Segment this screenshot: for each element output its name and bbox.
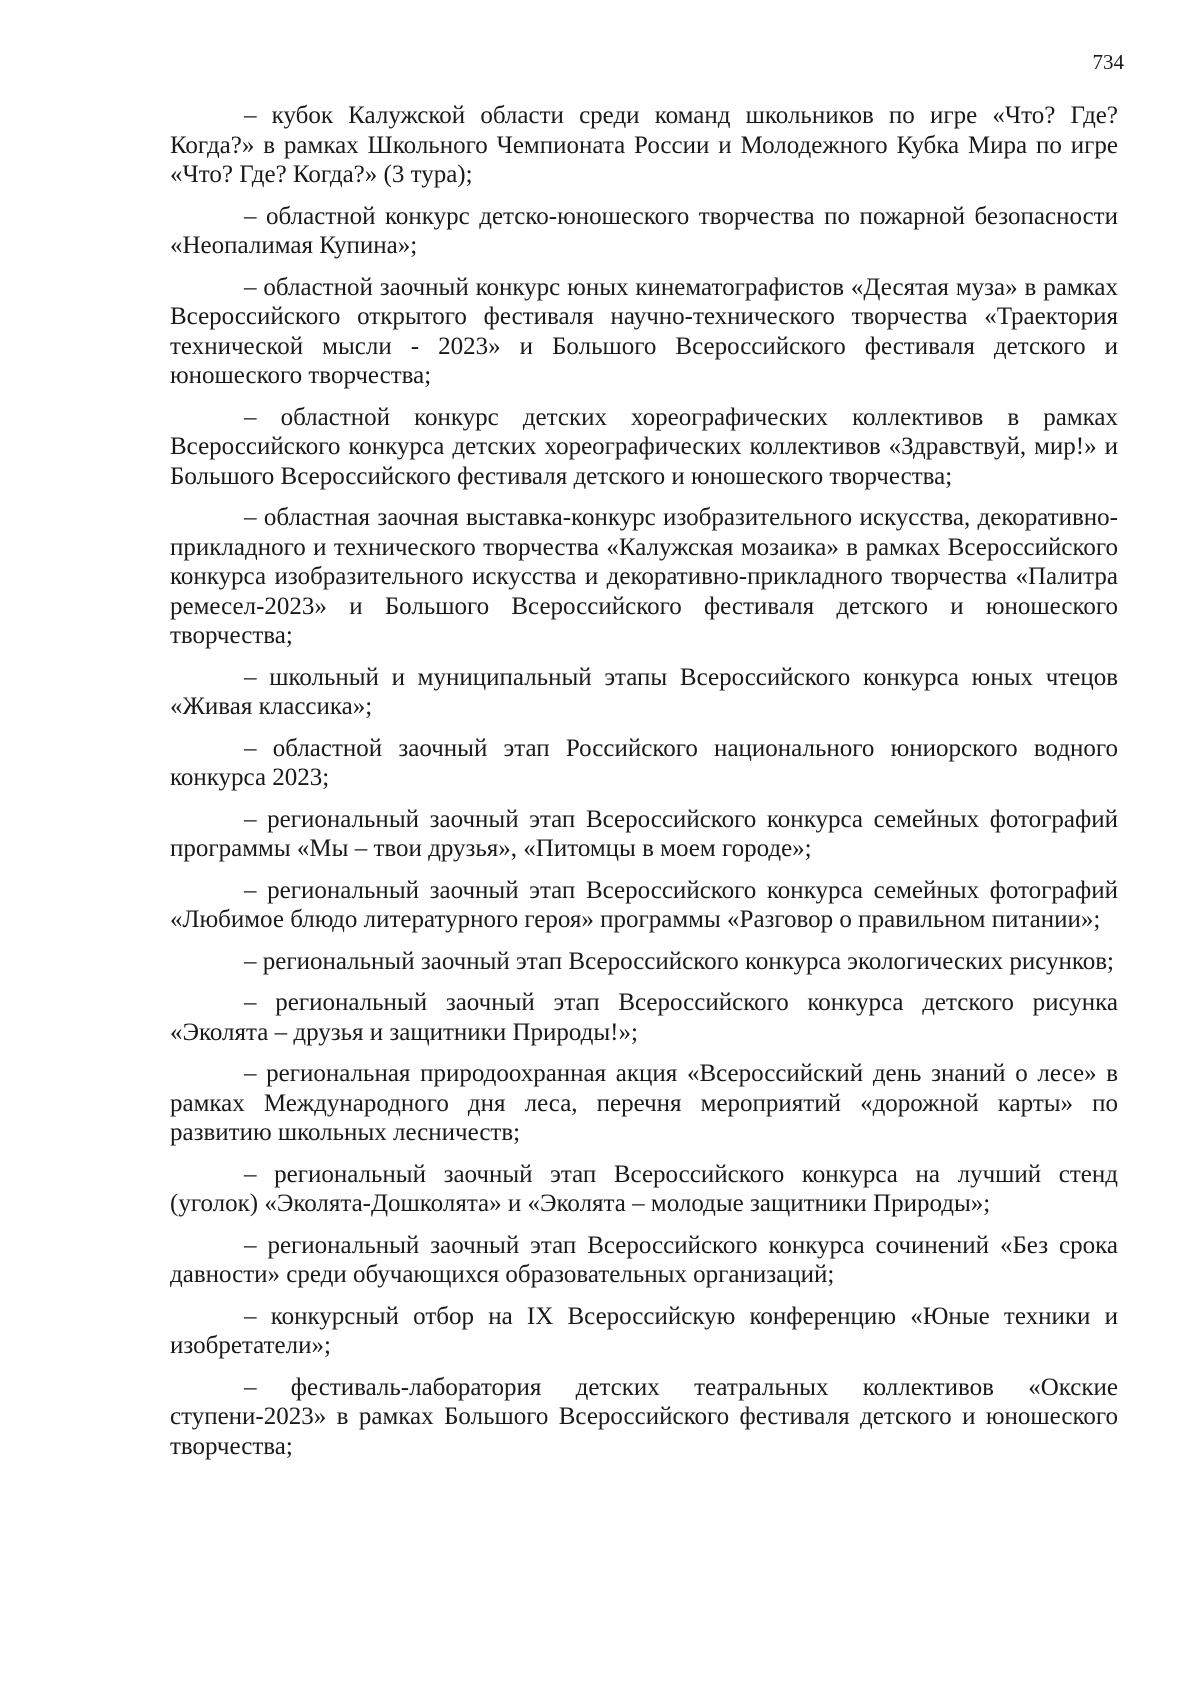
- list-item: – школьный и муниципальный этапы Всероссийского конкурса юных чтецов «Живая классика»;: [170, 663, 1118, 720]
- list-item: – областной заочный конкурс юных кинематографистов «Десятая муза» в рамках Всероссийского открытого фестиваля научно-технического творчества «Траектория технической мысли - 2023» и Большого Всероссийского фестиваля детского и юношеского творчества;: [170, 273, 1118, 389]
- list-item: – региональный заочный этап Всероссийского конкурса детского рисунка «Эколята – друзья и защитники Природы!»;: [170, 989, 1118, 1046]
- list-item: – региональный заочный этап Всероссийского конкурса экологических рисунков;: [244, 947, 1115, 975]
- list-item: – фестиваль-лаборатория детских театральных коллективов «Окские ступени-2023» в рамках Большого Всероссийского фестиваля детского и юношеского творчества;: [170, 1373, 1118, 1460]
- list-item: – областная заочная выставка-конкурс изобразительного искусства, декоративно-прикладного и технического творчества «Калужская мозаика» в рамках Всероссийского конкурса изобразительного искусства и декоративно-прикладного творчества «Палитра ремесел-2023» и Большого Всероссийского фестиваля детского и юношеского творчества;: [170, 504, 1118, 649]
- list-item: – областной конкурс детских хореографических коллективов в рамках Всероссийского конкурса детских хореографических коллективов «Здравствуй, мир!» и Большого Всероссийского фестиваля детского и юношеского творчества;: [170, 403, 1118, 490]
- list-item: – региональный заочный этап Всероссийского конкурса семейных фотографий «Любимое блюдо литературного героя» программы «Разговор о правильном питании»;: [170, 876, 1118, 933]
- list-item: – конкурсный отбор на IX Всероссийскую конференцию «Юные техники и изобретатели»;: [170, 1302, 1118, 1359]
- page-number: 734: [1092, 50, 1124, 74]
- list-item: – региональный заочный этап Всероссийского конкурса семейных фотографий программы «Мы – твои друзья», «Питомцы в моем городе»;: [170, 805, 1118, 862]
- document-body: [170, 101, 1118, 1473]
- list-item: – региональный заочный этап Всероссийского конкурса на лучший стенд (уголок) «Эколята-Дошколята» и «Эколята – молодые защитники Природы»;: [170, 1160, 1118, 1217]
- list-item: – областной заочный этап Российского национального юниорского водного конкурса 2023;: [170, 734, 1118, 791]
- list-item: – региональный заочный этап Всероссийского конкурса сочинений «Без срока давности» среди обучающихся образовательных организаций;: [170, 1231, 1118, 1288]
- list-item: – региональная природоохранная акция «Всероссийский день знаний о лесе» в рамках Международного дня леса, перечня мероприятий «дорожной карты» по развитию школьных лесничеств;: [170, 1060, 1118, 1146]
- list-item: – кубок Калужской области среди команд школьников по игре «Что? Где? Когда?» в рамках Школьного Чемпионата России и Молодежного Кубка Мира по игре «Что? Где? Когда?» (3 тура);: [170, 102, 1118, 188]
- list-item: – областной конкурс детско-юношеского творчества по пожарной безопасности «Неопалимая Купина»;: [170, 202, 1118, 259]
